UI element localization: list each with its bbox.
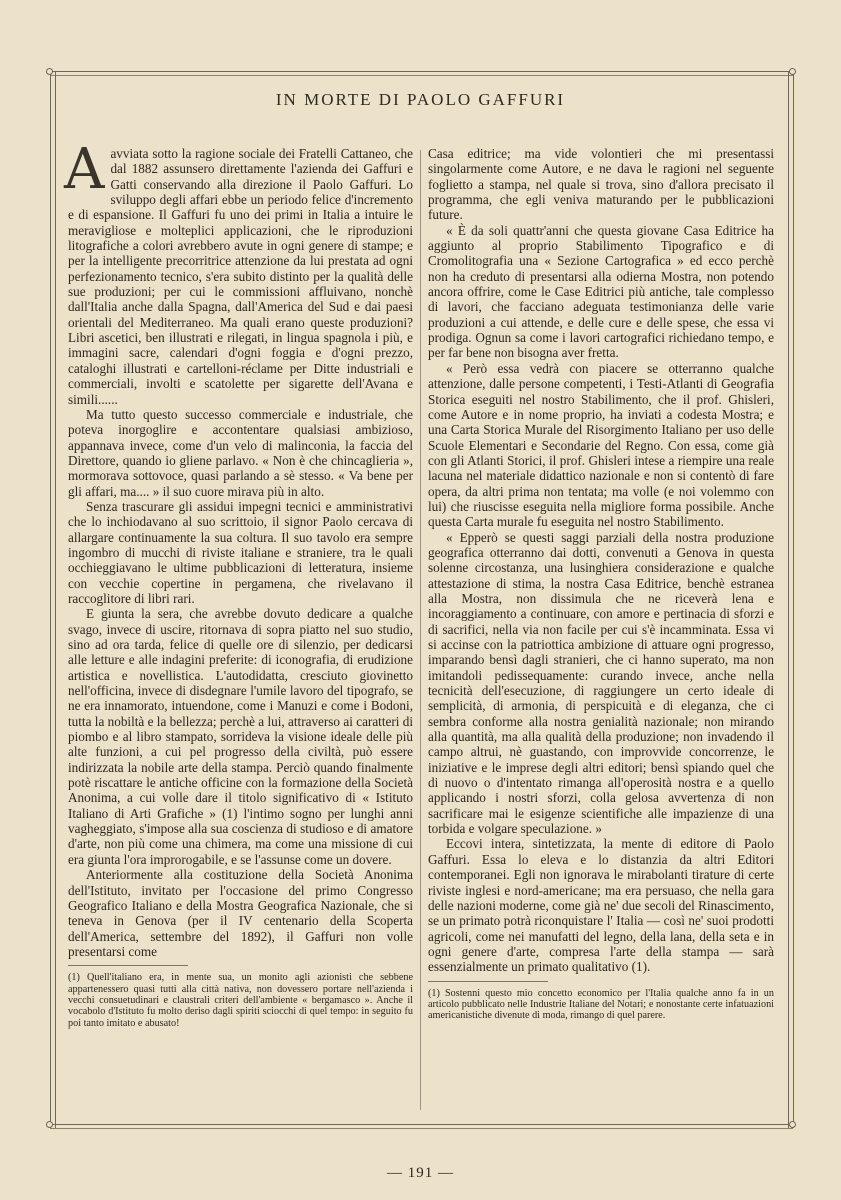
- left-column: [64, 137, 413, 1029]
- footnote: (1) Sostenni questo mio concetto economico per l'Italia qualche anno fa in un articolo pubblicato nelle Industrie Italiane del Notari; e nonostante certe infatuazioni americanistiche divenute di moda, rimango di quel parere.: [428, 987, 774, 1022]
- paragraph: Eccovi intera, sintetizzata, la mente di editore di Paolo Gaffuri. Essa lo eleva e lo distanzia da altri Editori contemporanei. Egli non ignorava le mirabolanti tirature di certe riviste inglesi e nord-americane; ma era persuaso, che nella gara delle nazioni moderne, come già ne' due secoli del Rinascimento, se un primato potrà riconquistare l' Italia — così ne' suoi prodotti agricoli, come nei manufatti del legno, della lana, della seta e in ogni genere d'arte, compresa l'arte della stampa — sarà essenzialmente un primato qualitativo (1).: [428, 836, 774, 975]
- frame-left-rule: [50, 71, 51, 1128]
- frame-bottom-rule-inner: [50, 1128, 793, 1129]
- right-column: [428, 146, 774, 1022]
- frame-bottom-rule: [50, 1124, 793, 1125]
- paragraph: « Epperò se questi saggi parziali della nostra produzione geografica otterranno dai dotti, convenuti a Genova in questa solenne circostanza, una lusinghiera considerazione e qualche attestazione di stima, la nostra Casa Editrice, benchè estranea alla Mostra, non dissimula che ne riceverà lena e incoraggiamento a continuare, con amore e pertinacia di sforzi e di sacrifici, nella via non facile per cui s'è incamminata. Essa vi si accinse con la patriottica ambizione di attuare ogni progresso, imparando bensì dagli stranieri, che ci hanno superato, ma non imitandoli pedissequamente: curando invece, anche nella tecnicità dell'esecuzione, di raggiungere un certo ideale di semplicità, di armonia, di perspicuità e di eleganza, che ci sembra conforme alla nostra genialità nazionale; non mirando alla quantità, ma alla qualità della produzione; non invadendo il campo altrui, nè guastando, con improvvide concorrenze, le iniziative e le imprese degli altri editori; bensì spiando quel che di nuovo o d'intentato rimanga all'operosità nostra e a quello applicando i nostri sforzi, colla gelosa avvertenza di non sacrificare mai le esigenze scientifiche alle impazienze di una torbida e volgare speculazione. »: [428, 529, 774, 837]
- footnote-rule: [68, 965, 188, 966]
- paragraph: Anteriormente alla costituzione della Società Anonima dell'Istituto, invitato per l'occasione del primo Congresso Geografico Italiano e della Mostra Geografica Nazionale, che si teneva in Genova (per il IV centenario della Scoperta dell'America, settembre del 1892), il Gaffuri non volle presentarsi come: [68, 867, 413, 959]
- frame-corner-ornament: [46, 1121, 53, 1128]
- page-title: IN MORTE DI PAOLO GAFFURI: [275, 90, 566, 109]
- frame-corner-ornament: [789, 1121, 796, 1128]
- frame-left-rule-inner: [55, 71, 56, 1128]
- frame-corner-ornament: [789, 68, 796, 75]
- page-number: — 191 —: [387, 1165, 454, 1181]
- frame-right-rule-inner: [793, 71, 794, 1128]
- frame-right-rule: [788, 71, 789, 1128]
- frame-top-rule: [50, 71, 793, 72]
- paragraph: Senza trascurare gli assidui impegni tecnici e amministrativi che lo inchiodavano al suo scrittoio, il signor Paolo cercava di allargare continuamente la sua coltura. Il suo tavolo era sempre ingombro di mucchi di riviste italiane e straniere, tra le quali occhieggiavano le ultime pubblicazioni di letteratura, insieme con vecchie copertine in pergamena, che rivelavano il raccoglitore di libri rari.: [68, 498, 413, 606]
- paragraph: Aavviata sotto la ragione sociale dei Fratelli Cattaneo, che dal 1882 assunsero direttamente l'azienda dei Gaffuri e Gatti conservando alla direzione il Paolo Gaffuri. Lo sviluppo degli affari ebbe un periodo felice d'incremento e di espansione. Il Gaffuri fu uno dei primi in Italia a intuire le meravigliose e molteplici applicazioni, che le riproduzioni litografiche a colori avrebbero avute in ogni genere di stampe; e per la intelligente precorritrice attenzione da lui prestata ad ogni perfezionamento tecnico, s'era subito distinto per la qualità delle sue produzioni; per cui le commissioni affluivano, nonchè dall'Italia anche dalla Spagna, dall'America del Sud e dai paesi orientali del Mediterraneo. Ma quali erano queste produzioni? Libri ascetici, ben illustrati e rilegati, in lingua spagnola i più, e immagini sacre, calendari d'ogni foggia e d'ogni prezzo, cataloghi illustrati e cartelloni-réclame per Ditte industriali e commerciali, involti e scatolette per sigarette dell'Avana e simili......: [64, 137, 413, 407]
- paragraph: « È da soli quattr'anni che questa giovane Casa Editrice ha aggiunto al proprio Stabilimento Tipografico e di Cromolitografia una « Sezione Cartografica » ed ecco perchè non ha creduto di presentarsi alla odierna Mostra, non potendo ancora offrire, come le Case Editrici più antiche, tale complesso di lavori, che facciano adeguata testimonianza delle varie produzioni a cui attende, e delle cure e delle spese, che essa vi prodiga. Ognun sa come i lavori cartografici richiedano tempo, e per far bene non bisogna aver fretta.: [428, 222, 774, 361]
- column-divider: [420, 150, 421, 1110]
- frame-corner-ornament: [46, 68, 53, 75]
- paragraph: E giunta la sera, che avrebbe dovuto dedicare a qualche svago, invece di uscire, ritornava di sopra piatto nel suo studio, sino ad ora tarda, felice di quelle ore di silenzio, per dedicarsi alle letture e alle indagini preferite: di iconografia, di erudizione artistica e novellistica. L'autodidatta, cresciuto giovinetto nell'officina, invece di disdegnare l'umile lavoro del tipografo, se ne era innamorato, intuendone, come i Manuzi e come i Bodoni, tutta la nobiltà e la bellezza; perchè a lui, attraverso ai caratteri di piombo e al libro stampato, sorrideva la visione ideale delle più alte funzioni, a cui pel progresso della civiltà, può essere indirizzata la nobile arte della stampa. Perciò quando finalmente potè riscattare le antiche officine con la formazione della Società Anonima, a cui volle dare il titolo significativo di « Istituto Italiano di Arti Grafiche » (1) l'intimo sogno per lunghi anni vagheggiato, s'impose alla sua coscienza di studioso e di amatore d'arte, non più come una chimera, ma come una missione di cui era giunta l'ora improrogabile, e se l'assunse come un dovere.: [68, 606, 413, 867]
- drop-cap: A: [64, 137, 105, 202]
- frame-top-rule-inner: [50, 75, 793, 76]
- footnote-rule: [428, 981, 548, 982]
- paragraph: Ma tutto questo successo commerciale e industriale, che poteva inorgoglire e accontentare qualsiasi ambizioso, appannava invece, come d'un velo di malinconia, la faccia del Direttore, quando io gliene parlavo. « Non è che chincaglieria », mormorava sottovoce, quasi parlando a sè stesso. « Va bene per gli affari, ma.... » il suo cuore mirava più in alto.: [68, 406, 413, 499]
- paragraph: « Però essa vedrà con piacere se otterranno qualche attenzione, dalle persone competenti, i Testi-Atlanti di Geografia Storica eseguiti nel nostro Stabilimento, che il prof. Ghisleri, come Autore e in nome proprio, ha inviati a codesta Mostra; e una Carta Storica Murale del Risorgimento Italiano per uso delle Scuole Elementari e Secondarie del Regno. Con essa, come già con gli Atlanti Storici, il prof. Ghisleri intese a riempire una reale lacuna nel materiale didattico nazionale e non si contentò di fare opera, da altri prima non tentata; ma volle (e noi volemmo con lui) che riuscisse eseguita nella migliore forma possibile. Anche questa Carta murale fu eseguita nel nostro Stabilimento.: [428, 360, 774, 530]
- paragraph: Casa editrice; ma vide volontieri che mi presentassi singolarmente come Autore, e ne dava le ragioni nel seguente foglietto a stampa, nel quale si trova, sino d'allora precisato il programma, che egli veniva maturando per le pubblicazioni future.: [428, 146, 774, 223]
- footnote: (1) Quell'italiano era, in mente sua, un monito agli azionisti che sebbene appartenessero quasi tutti alla città nativa, non dovessero portare nell'azienda i vecchi consuetudinari e claustrali criteri dell'ambiente « bergamasco ». Anche il vocabolo d'Istituto fu molto deriso dagli spiriti sciocchi di quel tempo: in seguito fu poi tanto imitato e abusato!: [68, 972, 413, 1029]
